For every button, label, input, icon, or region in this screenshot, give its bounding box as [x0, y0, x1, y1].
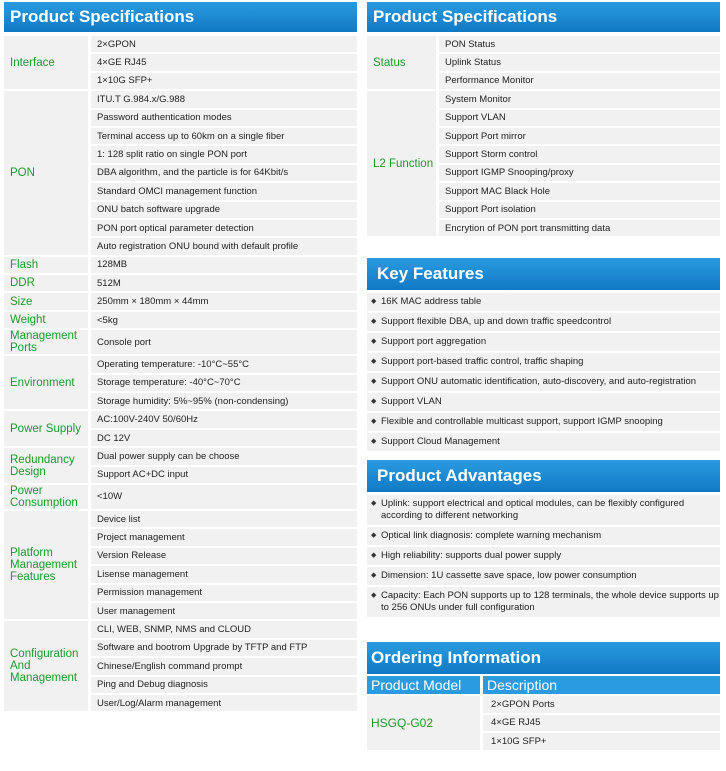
diamond-bullet-icon: ◆	[371, 318, 377, 325]
diamond-bullet-icon: ◆	[371, 418, 377, 425]
spec-value: Support VLAN	[439, 110, 720, 126]
spec-value: Chinese/English command prompt	[91, 658, 357, 674]
spec-value: CLI, WEB, SNMP, NMS and CLOUD	[91, 621, 357, 637]
spec-value: DC 12V	[91, 430, 357, 446]
spec-value: Standard OMCI management function	[91, 183, 357, 199]
spec-value: Support AC+DC input	[91, 467, 357, 483]
bullet-text: Support port aggregation	[381, 336, 487, 347]
bullet-item	[367, 373, 720, 391]
ordering-header: Ordering Information	[367, 642, 720, 674]
spec-row	[4, 511, 357, 527]
spec-value: Lisense management	[91, 566, 357, 582]
bullet-item	[367, 433, 720, 451]
bullet-text: Optical link diagnosis: complete warning mechanism	[381, 530, 602, 541]
spec-label: DDR	[4, 275, 88, 291]
advantages-list	[367, 495, 720, 617]
diamond-bullet-icon: ◆	[371, 500, 377, 507]
spec-value: ONU batch software upgrade	[91, 202, 357, 218]
diamond-bullet-icon: ◆	[371, 398, 377, 405]
diamond-bullet-icon: ◆	[371, 358, 377, 365]
spec-value: Ping and Debug diagnosis	[91, 677, 357, 693]
spec-row	[4, 91, 357, 107]
spec-label: Power Supply	[4, 411, 88, 446]
left-spec-header: Product Specifications	[4, 2, 357, 32]
ordering-table	[367, 674, 720, 752]
spec-value: Software and bootrom Upgrade by TFTP and FTP	[91, 640, 357, 656]
spec-row	[4, 621, 357, 637]
spec-label: L2 Function	[367, 91, 436, 236]
spec-value: ITU.T G.984.x/G.988	[91, 91, 357, 107]
spec-value: 4×GE RJ45	[91, 54, 357, 70]
bullet-item	[367, 413, 720, 431]
spec-value: 1×10G SFP+	[91, 73, 357, 89]
spec-value: Operating temperature: -10°C~55°C	[91, 356, 357, 372]
spec-row	[367, 36, 720, 52]
bullet-text: High reliability: supports dual power supply	[381, 550, 562, 561]
spec-label: Size	[4, 293, 88, 309]
col-product-model: Product Model	[367, 676, 480, 694]
diamond-bullet-icon: ◆	[371, 338, 377, 345]
bullet-item	[367, 587, 720, 617]
diamond-bullet-icon: ◆	[371, 592, 377, 599]
spec-value: Support Port mirror	[439, 128, 720, 144]
spec-value: PON port optical parameter detection	[91, 220, 357, 236]
bullet-item	[367, 495, 720, 525]
spec-value: 250mm × 180mm × 44mm	[91, 293, 357, 309]
spec-value: 2×GPON	[91, 36, 357, 52]
spec-row	[4, 411, 357, 427]
spec-value: Storage temperature: -40°C~70°C	[91, 375, 357, 391]
bullet-text: Support flexible DBA, up and down traffic speedcontrol	[381, 316, 612, 327]
bullet-item	[367, 567, 720, 585]
spec-label: PON	[4, 91, 88, 255]
spec-row	[4, 356, 357, 372]
col-description: Description	[483, 676, 720, 694]
right-spec-table	[367, 34, 720, 238]
description-cell: 1×10G SFP+	[483, 733, 720, 750]
spec-label: Power Consumption	[4, 485, 88, 509]
spec-value: Encrytion of PON port transmitting data	[439, 220, 720, 236]
bullet-item	[367, 313, 720, 331]
diamond-bullet-icon: ◆	[371, 572, 377, 579]
spec-value: User/Log/Alarm management	[91, 695, 357, 711]
diamond-bullet-icon: ◆	[371, 378, 377, 385]
spec-value: Project management	[91, 529, 357, 545]
bullet-item	[367, 293, 720, 311]
spec-value: Support Port isolation	[439, 202, 720, 218]
spec-value: PON Status	[439, 36, 720, 52]
spec-label: Flash	[4, 257, 88, 273]
spec-value: Terminal access up to 60km on a single fiber	[91, 128, 357, 144]
spec-value: Auto registration ONU bound with default profile	[91, 238, 357, 254]
spec-label: Management Ports	[4, 330, 88, 354]
bullet-text: Support ONU automatic identification, auto-discovery, and auto-registration	[381, 376, 697, 387]
spec-label: Interface	[4, 36, 88, 89]
bullet-text: Flexible and controllable multicast support, support IGMP snooping	[381, 416, 663, 427]
spec-label: Configuration And Management	[4, 621, 88, 711]
spec-row	[4, 257, 357, 273]
diamond-bullet-icon: ◆	[371, 438, 377, 445]
product-model-cell: HSGQ-G02	[367, 696, 480, 750]
bullet-text: Capacity: Each PON supports up to 128 terminals, the whole device supports up to 256 ONUs under full configuration	[381, 590, 719, 613]
spec-label: Redundancy Design	[4, 448, 88, 483]
left-spec-table	[4, 34, 357, 713]
bullet-text: Dimension: 1U cassette save space, low power consumption	[381, 570, 637, 581]
spec-value: <5kg	[91, 312, 357, 328]
spec-value: AC:100V-240V 50/60Hz	[91, 411, 357, 427]
key-features-header: Key Features	[367, 258, 720, 290]
bullet-text: Support Cloud Management	[381, 436, 500, 447]
spec-value: Version Release	[91, 548, 357, 564]
advantages-header: Product Advantages	[367, 460, 720, 492]
bullet-text: 16K MAC address table	[381, 296, 482, 307]
spec-value: Permission management	[91, 585, 357, 601]
spec-value: System Monitor	[439, 91, 720, 107]
spec-value: Support IGMP Snooping/proxy	[439, 165, 720, 181]
right-spec-panel	[367, 2, 720, 238]
description-cell: 4×GE RJ45	[483, 715, 720, 732]
spec-row	[4, 293, 357, 309]
bullet-item	[367, 333, 720, 351]
diamond-bullet-icon: ◆	[371, 298, 377, 305]
ordering-panel	[367, 642, 720, 752]
advantages-panel	[367, 460, 720, 619]
spec-label: Platform Management Features	[4, 511, 88, 619]
spec-value: <10W	[91, 485, 357, 509]
bullet-item	[367, 547, 720, 565]
spec-row	[367, 91, 720, 107]
bullet-text: Uplink: support electrical and optical modules, can be flexibly configured according to different networking	[381, 498, 685, 521]
diamond-bullet-icon: ◆	[371, 552, 377, 559]
spec-value: User management	[91, 603, 357, 619]
key-features-panel	[367, 258, 720, 453]
spec-row	[4, 485, 357, 509]
spec-value: Password authentication modes	[91, 110, 357, 126]
spec-value: Performance Monitor	[439, 73, 720, 89]
bullet-text: Support VLAN	[381, 396, 442, 407]
spec-value: Console port	[91, 330, 357, 354]
spec-value: Storage humidity: 5%~95% (non-condensing)	[91, 393, 357, 409]
spec-value: 512M	[91, 275, 357, 291]
spec-value: 128MB	[91, 257, 357, 273]
diamond-bullet-icon: ◆	[371, 532, 377, 539]
spec-row	[4, 312, 357, 328]
left-spec-panel	[4, 2, 357, 713]
spec-value: Support Storm control	[439, 146, 720, 162]
spec-label: Environment	[4, 356, 88, 409]
spec-value: Dual power supply can be choose	[91, 448, 357, 464]
bullet-item	[367, 527, 720, 545]
spec-value: Uplink Status	[439, 54, 720, 70]
spec-value: DBA algorithm, and the particle is for 64Kbit/s	[91, 165, 357, 181]
spec-value: Support MAC Black Hole	[439, 183, 720, 199]
spec-value: Device list	[91, 511, 357, 527]
description-cell: 2×GPON Ports	[483, 696, 720, 713]
spec-label: Weight	[4, 312, 88, 328]
bullet-text: Support port-based traffic control, traffic shaping	[381, 356, 584, 367]
spec-value: 1: 128 split ratio on single PON port	[91, 146, 357, 162]
bullet-item	[367, 393, 720, 411]
right-spec-header: Product Specifications	[367, 2, 720, 32]
spec-row	[4, 275, 357, 291]
key-features-list	[367, 293, 720, 451]
spec-row	[4, 330, 357, 354]
bullet-item	[367, 353, 720, 371]
spec-row	[4, 448, 357, 464]
spec-label: Status	[367, 36, 436, 89]
spec-row	[4, 36, 357, 52]
